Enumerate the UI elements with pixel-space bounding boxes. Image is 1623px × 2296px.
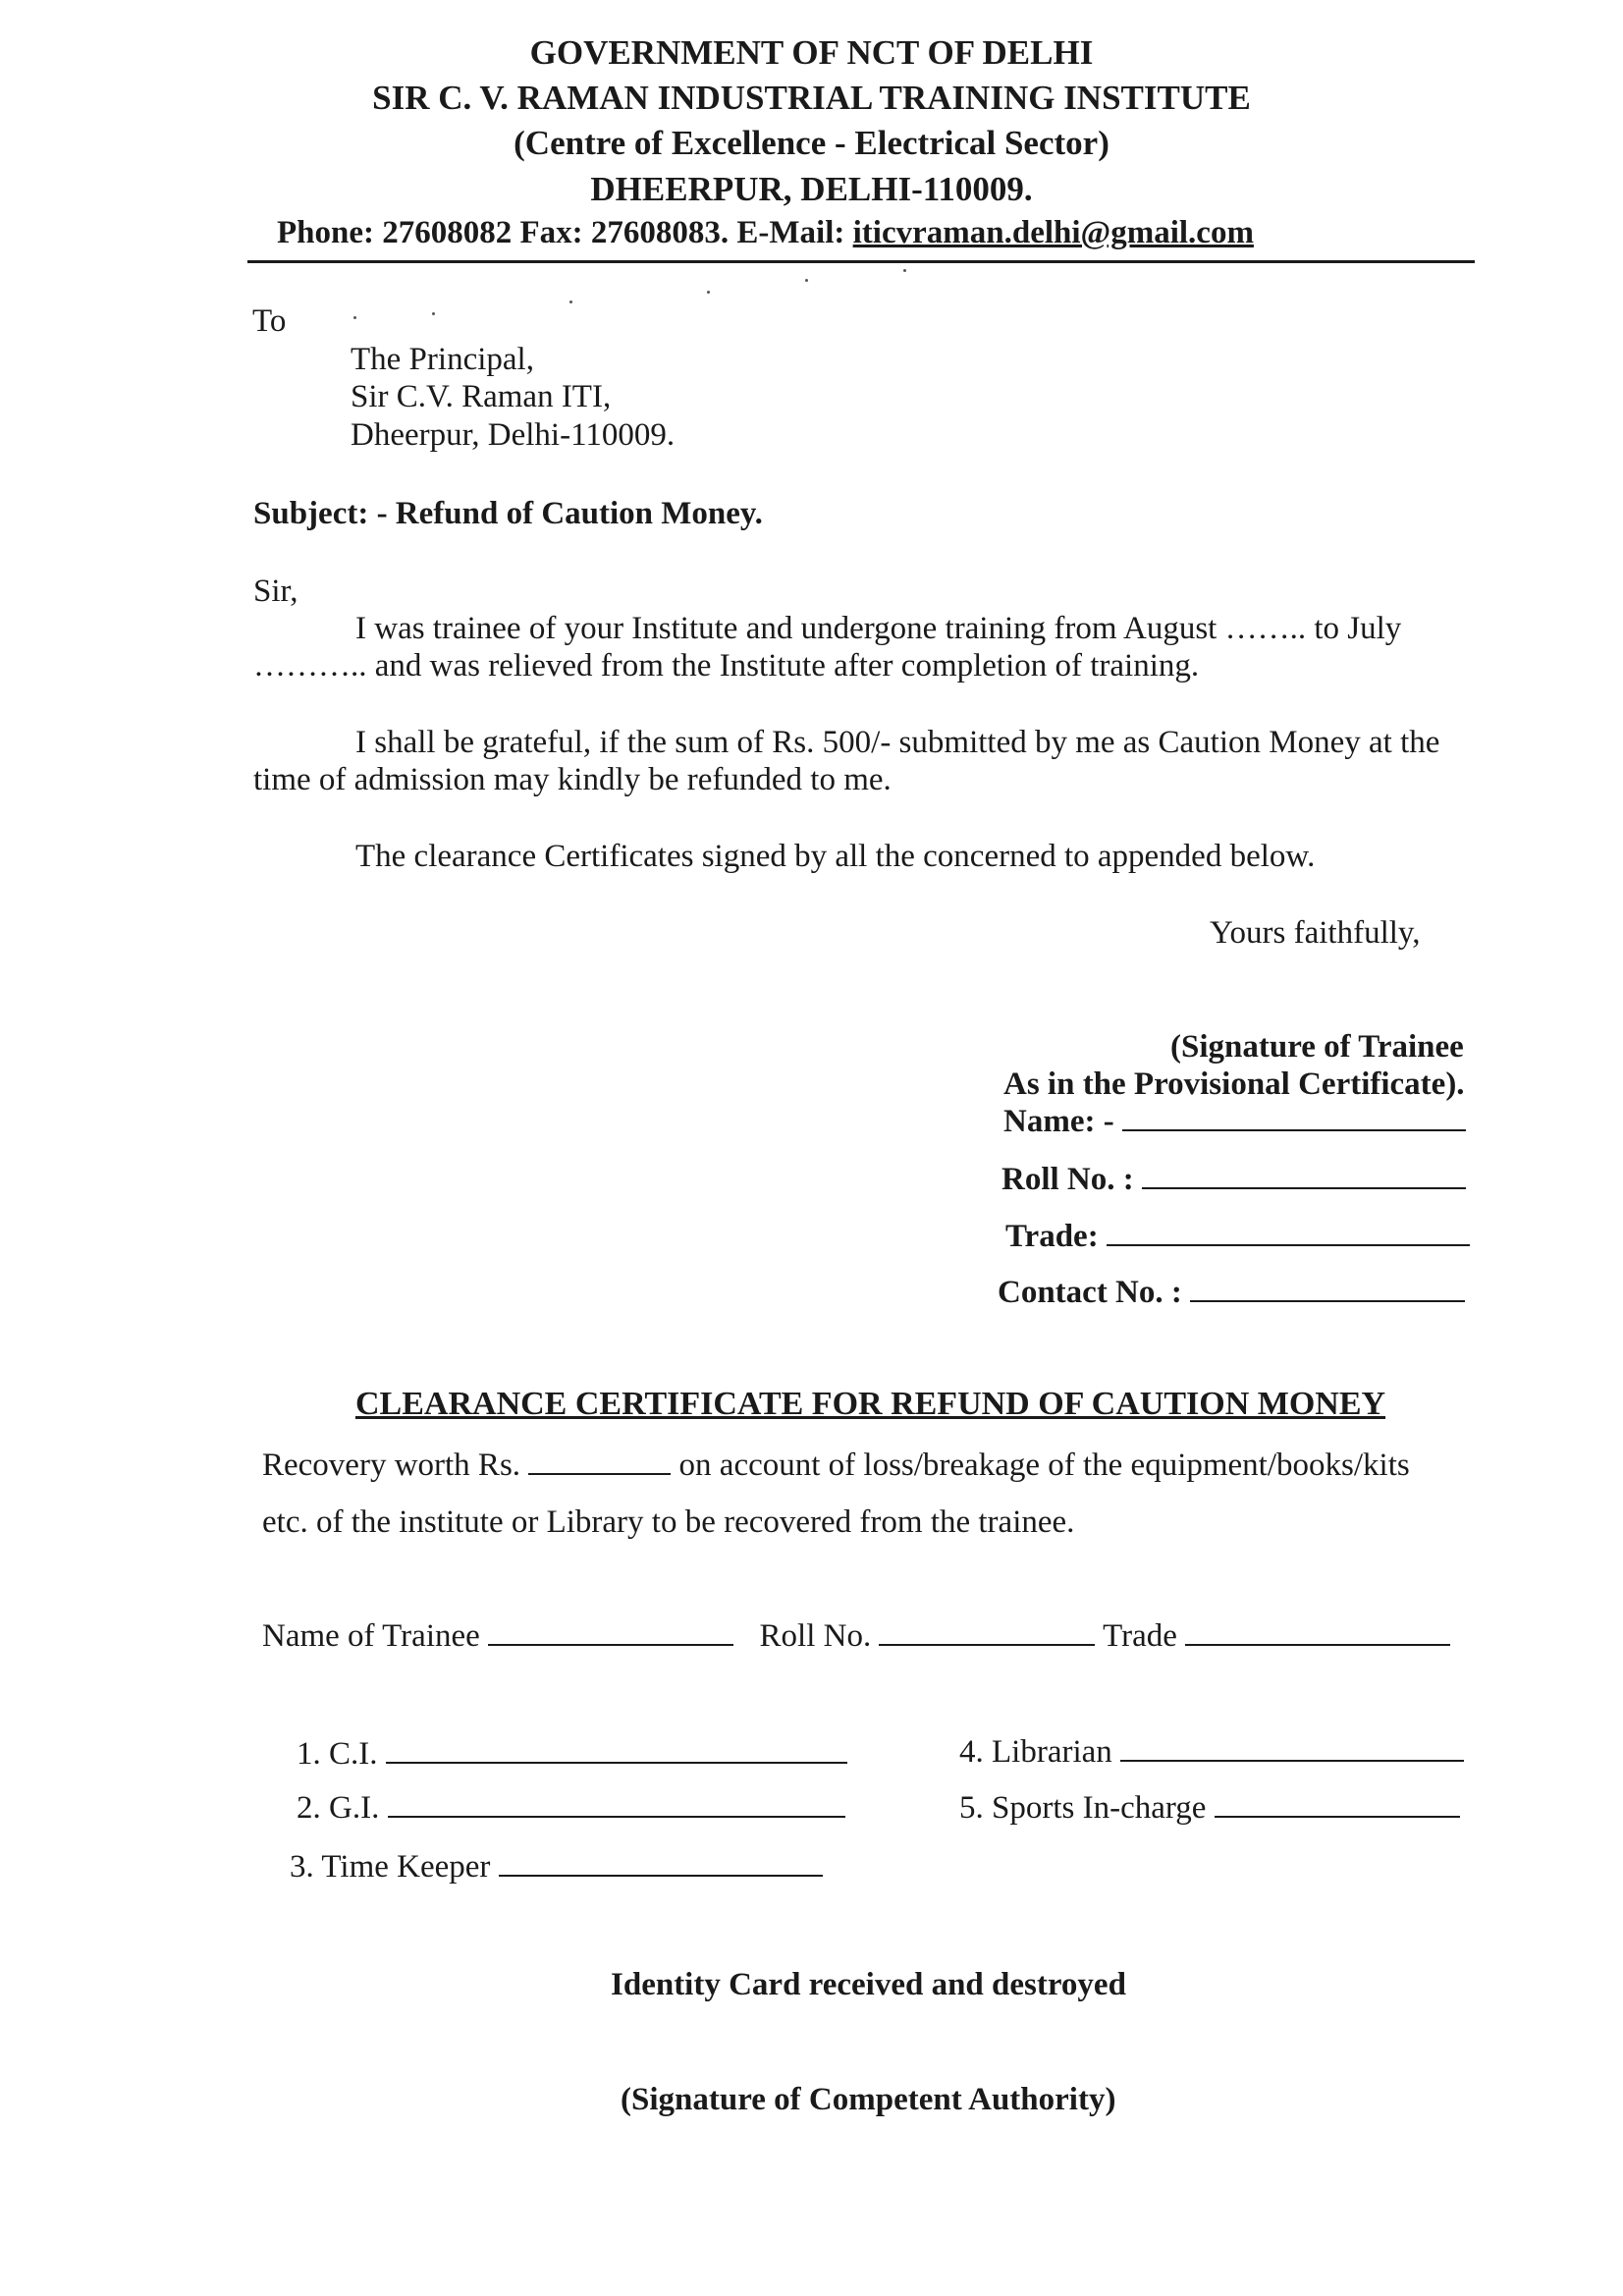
gi-label: 2. G.I. bbox=[297, 1790, 380, 1826]
recovery-line-2: etc. of the institute or Library to be recovered from the trainee. bbox=[262, 1504, 1075, 1540]
name-of-trainee-label: Name of Trainee bbox=[262, 1618, 480, 1654]
signature-caption-2: As in the Provisional Certificate). bbox=[1003, 1066, 1465, 1102]
scan-speck bbox=[353, 316, 356, 319]
address-line-3: Dheerpur, Delhi-110009. bbox=[351, 417, 676, 453]
name-blank[interactable] bbox=[1122, 1128, 1466, 1131]
trade-label-2: Trade bbox=[1103, 1618, 1177, 1654]
clearance-title: CLEARANCE CERTIFICATE FOR REFUND OF CAUTION MONEY bbox=[355, 1386, 1386, 1422]
trade-label: Trade: bbox=[1005, 1219, 1099, 1254]
letter-closing: Yours faithfully, bbox=[1210, 915, 1421, 951]
roll-no-label: Roll No. bbox=[759, 1618, 872, 1654]
ci-blank[interactable] bbox=[386, 1761, 847, 1764]
recovery-line[interactable] bbox=[262, 1448, 1410, 1484]
address-line-1: The Principal, bbox=[351, 342, 534, 377]
para1-line1: I was trainee of your Institute and undergone training from August …….. to July bbox=[355, 611, 1402, 646]
header-phone-fax: Phone: 27608082 Fax: 27608083. E-Mail: bbox=[277, 215, 853, 250]
name-field[interactable] bbox=[1003, 1104, 1466, 1140]
signature-caption-1: (Signature of Trainee bbox=[1170, 1029, 1464, 1065]
header-contact bbox=[277, 215, 1254, 251]
gi-blank[interactable] bbox=[388, 1815, 845, 1818]
recovery-prefix: Recovery worth Rs. bbox=[262, 1448, 521, 1483]
recovery-suffix: on account of loss/breakage of the equipment/books/kits bbox=[678, 1448, 1410, 1483]
sports-label: 5. Sports In-charge bbox=[959, 1790, 1207, 1826]
contact-label: Contact No. : bbox=[998, 1275, 1182, 1310]
para1-line2: ……….. and was relieved from the Institute after completion of training. bbox=[253, 648, 1200, 683]
contact-field[interactable] bbox=[998, 1275, 1465, 1311]
trade-blank-2[interactable] bbox=[1185, 1643, 1450, 1646]
name-label: Name: - bbox=[1003, 1104, 1114, 1139]
time-keeper-blank[interactable] bbox=[499, 1874, 823, 1877]
ci-field[interactable] bbox=[297, 1736, 847, 1773]
ci-label: 1. C.I. bbox=[297, 1736, 378, 1772]
librarian-blank[interactable] bbox=[1120, 1759, 1464, 1762]
roll-blank[interactable] bbox=[1142, 1186, 1466, 1189]
roll-label: Roll No. : bbox=[1001, 1162, 1134, 1197]
scan-speck bbox=[569, 301, 572, 303]
trade-field[interactable] bbox=[1005, 1219, 1470, 1255]
librarian-field[interactable] bbox=[959, 1734, 1464, 1771]
header-email-link[interactable]: iticvraman.delhi@gmail.com bbox=[852, 215, 1254, 250]
header-government: GOVERNMENT OF NCT OF DELHI bbox=[529, 33, 1094, 72]
para3: The clearance Certificates signed by all the concerned to appended below. bbox=[355, 839, 1316, 874]
id-card-note: Identity Card received and destroyed bbox=[611, 1967, 1126, 2002]
letter-to: To bbox=[252, 303, 287, 339]
header-centre: (Centre of Excellence - Electrical Sector) bbox=[514, 124, 1109, 162]
para2-line1: I shall be grateful, if the sum of Rs. 500/- submitted by me as Caution Money at the bbox=[355, 725, 1440, 760]
header-rule bbox=[247, 260, 1475, 263]
competent-authority-signature: (Signature of Competent Authority) bbox=[621, 2082, 1116, 2117]
scan-speck bbox=[903, 269, 906, 272]
address-line-2: Sir C.V. Raman ITI, bbox=[351, 379, 612, 414]
sports-field[interactable] bbox=[959, 1790, 1460, 1827]
time-keeper-field[interactable] bbox=[290, 1849, 823, 1886]
time-keeper-label: 3. Time Keeper bbox=[290, 1849, 491, 1885]
roll-field[interactable] bbox=[1001, 1162, 1466, 1198]
gi-field[interactable] bbox=[297, 1790, 845, 1827]
letter-salutation: Sir, bbox=[253, 574, 298, 609]
trade-blank[interactable] bbox=[1107, 1243, 1470, 1246]
scan-speck bbox=[805, 279, 808, 282]
recovery-amount-blank[interactable] bbox=[528, 1472, 671, 1475]
name-of-trainee-blank[interactable] bbox=[488, 1643, 733, 1646]
contact-blank[interactable] bbox=[1190, 1299, 1465, 1302]
letter-subject: Subject: - Refund of Caution Money. bbox=[253, 496, 763, 531]
sports-blank[interactable] bbox=[1215, 1815, 1460, 1818]
header-address: DHEERPUR, DELHI-110009. bbox=[590, 170, 1033, 208]
scan-speck bbox=[432, 312, 435, 315]
scan-speck bbox=[707, 291, 710, 294]
librarian-label: 4. Librarian bbox=[959, 1734, 1112, 1770]
trainee-row[interactable] bbox=[262, 1618, 1450, 1655]
header-institute: SIR C. V. RAMAN INDUSTRIAL TRAINING INSTITUTE bbox=[372, 79, 1251, 117]
roll-no-blank[interactable] bbox=[879, 1643, 1095, 1646]
para2-line2: time of admission may kindly be refunded to me. bbox=[253, 762, 892, 797]
